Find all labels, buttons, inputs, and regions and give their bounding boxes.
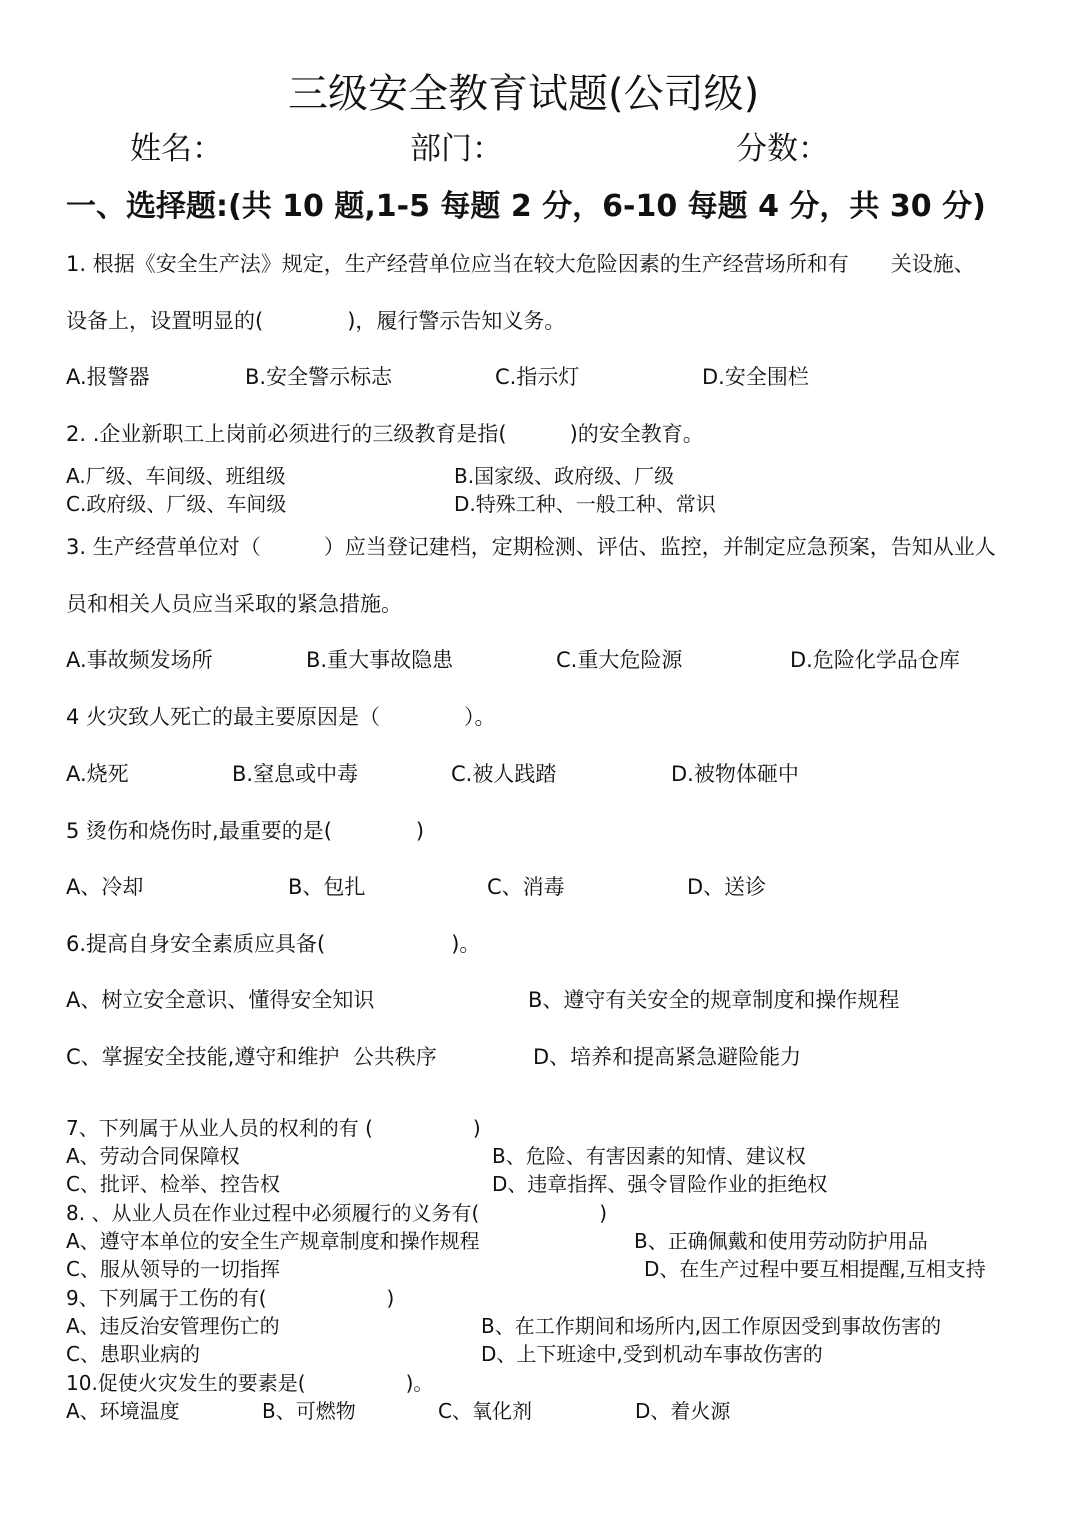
question-5-option-d: D、送诊	[687, 875, 767, 899]
question-4-option-c: C.被人践踏	[451, 762, 557, 786]
question-2-line-1: 2. .企业新职工上岗前必须进行的三级教育是指( )的安全教育。	[66, 422, 704, 446]
question-9-option-d: D、上下班途中,受到机动车事故伤害的	[481, 1342, 823, 1366]
question-1-option-a: A.报警器	[66, 365, 150, 389]
question-8-option-c: C、服从领导的一切指挥	[66, 1257, 280, 1281]
question-4-line-1: 4 火灾致人死亡的最主要原因是（ ）。	[66, 705, 496, 729]
question-4-option-d: D.被物体砸中	[671, 762, 799, 786]
section-heading: 一、选择题:(共 10 题,1-5 每题 2 分，6-10 每题 4 分，共 30 分)	[66, 189, 986, 224]
question-3-option-d: D.危险化学品仓库	[790, 648, 960, 672]
question-3-line-2: 员和相关人员应当采取的紧急措施。	[66, 592, 402, 616]
question-6-line-1: 6.提高自身安全素质应具备( )。	[66, 932, 481, 956]
question-10-option-c: C、氧化剂	[438, 1399, 532, 1423]
question-4-option-a: A.烧死	[66, 762, 129, 786]
question-7-option-c: C、批评、检举、控告权	[66, 1172, 280, 1196]
question-3-option-a: A.事故频发场所	[66, 648, 213, 672]
question-7-option-a: A、劳动合同保障权	[66, 1144, 240, 1168]
question-7-option-b: B、危险、有害因素的知情、建议权	[492, 1144, 806, 1168]
question-10-option-d: D、着火源	[635, 1399, 731, 1423]
question-10-line-1: 10.促使火灾发生的要素是( )。	[66, 1371, 434, 1395]
question-8-option-b: B、正确佩戴和使用劳动防护用品	[634, 1229, 928, 1253]
question-4-option-b: B.窒息或中毒	[232, 762, 359, 786]
question-1-option-b: B.安全警示标志	[245, 365, 393, 389]
question-5-line-1: 5 烫伤和烧伤时,最重要的是( )	[66, 819, 425, 843]
question-7-line-1: 7、下列属于从业人员的权利的有 ( )	[66, 1116, 481, 1140]
question-3-option-c: C.重大危险源	[556, 648, 683, 672]
question-2-option-d: D.特殊工种、一般工种、常识	[454, 492, 716, 516]
question-6-option-a: A、树立安全意识、懂得安全知识	[66, 988, 375, 1012]
department-label: 部门：	[410, 131, 503, 167]
question-7-option-d: D、违章指挥、强令冒险作业的拒绝权	[492, 1172, 828, 1196]
page-title: 三级安全教育试题(公司级)	[288, 71, 760, 117]
question-1-line-2: 设备上，设置明显的( )，履行警示告知义务。	[66, 309, 566, 333]
question-10-option-a: A、环境温度	[66, 1399, 180, 1423]
question-3-option-b: B.重大事故隐患	[306, 648, 454, 672]
question-8-option-d: D、在生产过程中要互相提醒,互相支持	[644, 1257, 986, 1281]
question-1-option-c: C.指示灯	[495, 365, 580, 389]
question-3-line-1: 3. 生产经营单位对（ ）应当登记建档，定期检测、评估、监控，并制定应急预案，告知从业人	[66, 535, 996, 559]
question-9-option-b: B、在工作期间和场所内,因工作原因受到事故伤害的	[481, 1314, 942, 1338]
name-label: 姓名：	[130, 131, 223, 167]
question-6-option-b: B、遵守有关安全的规章制度和操作规程	[528, 988, 900, 1012]
question-5-option-a: A、冷却	[66, 875, 144, 899]
question-2-option-a: A.厂级、车间级、班组级	[66, 464, 286, 488]
question-2-option-c: C.政府级、厂级、车间级	[66, 492, 287, 516]
question-2-option-b: B.国家级、政府级、厂级	[454, 464, 675, 488]
question-5-option-b: B、包扎	[288, 875, 366, 899]
question-6-option-c: C、掌握安全技能,遵守和维护 公共秩序	[66, 1045, 437, 1069]
question-5-option-c: C、消毒	[487, 875, 565, 899]
question-10-option-b: B、可燃物	[262, 1399, 356, 1423]
question-9-option-c: C、患职业病的	[66, 1342, 200, 1366]
question-8-line-1: 8. 、从业人员在作业过程中必须履行的义务有( )	[66, 1201, 608, 1225]
question-1-line-1: 1. 根据《安全生产法》规定，生产经营单位应当在较大危险因素的生产经营场所和有 关设施、	[66, 252, 975, 276]
question-9-line-1: 9、下列属于工伤的有( )	[66, 1286, 395, 1310]
question-1-option-d: D.安全围栏	[702, 365, 809, 389]
question-9-option-a: A、违反治安管理伤亡的	[66, 1314, 280, 1338]
question-8-option-a: A、遵守本单位的安全生产规章制度和操作规程	[66, 1229, 480, 1253]
question-6-option-d: D、培养和提高紧急避险能力	[533, 1045, 802, 1069]
score-label: 分数：	[736, 131, 829, 167]
